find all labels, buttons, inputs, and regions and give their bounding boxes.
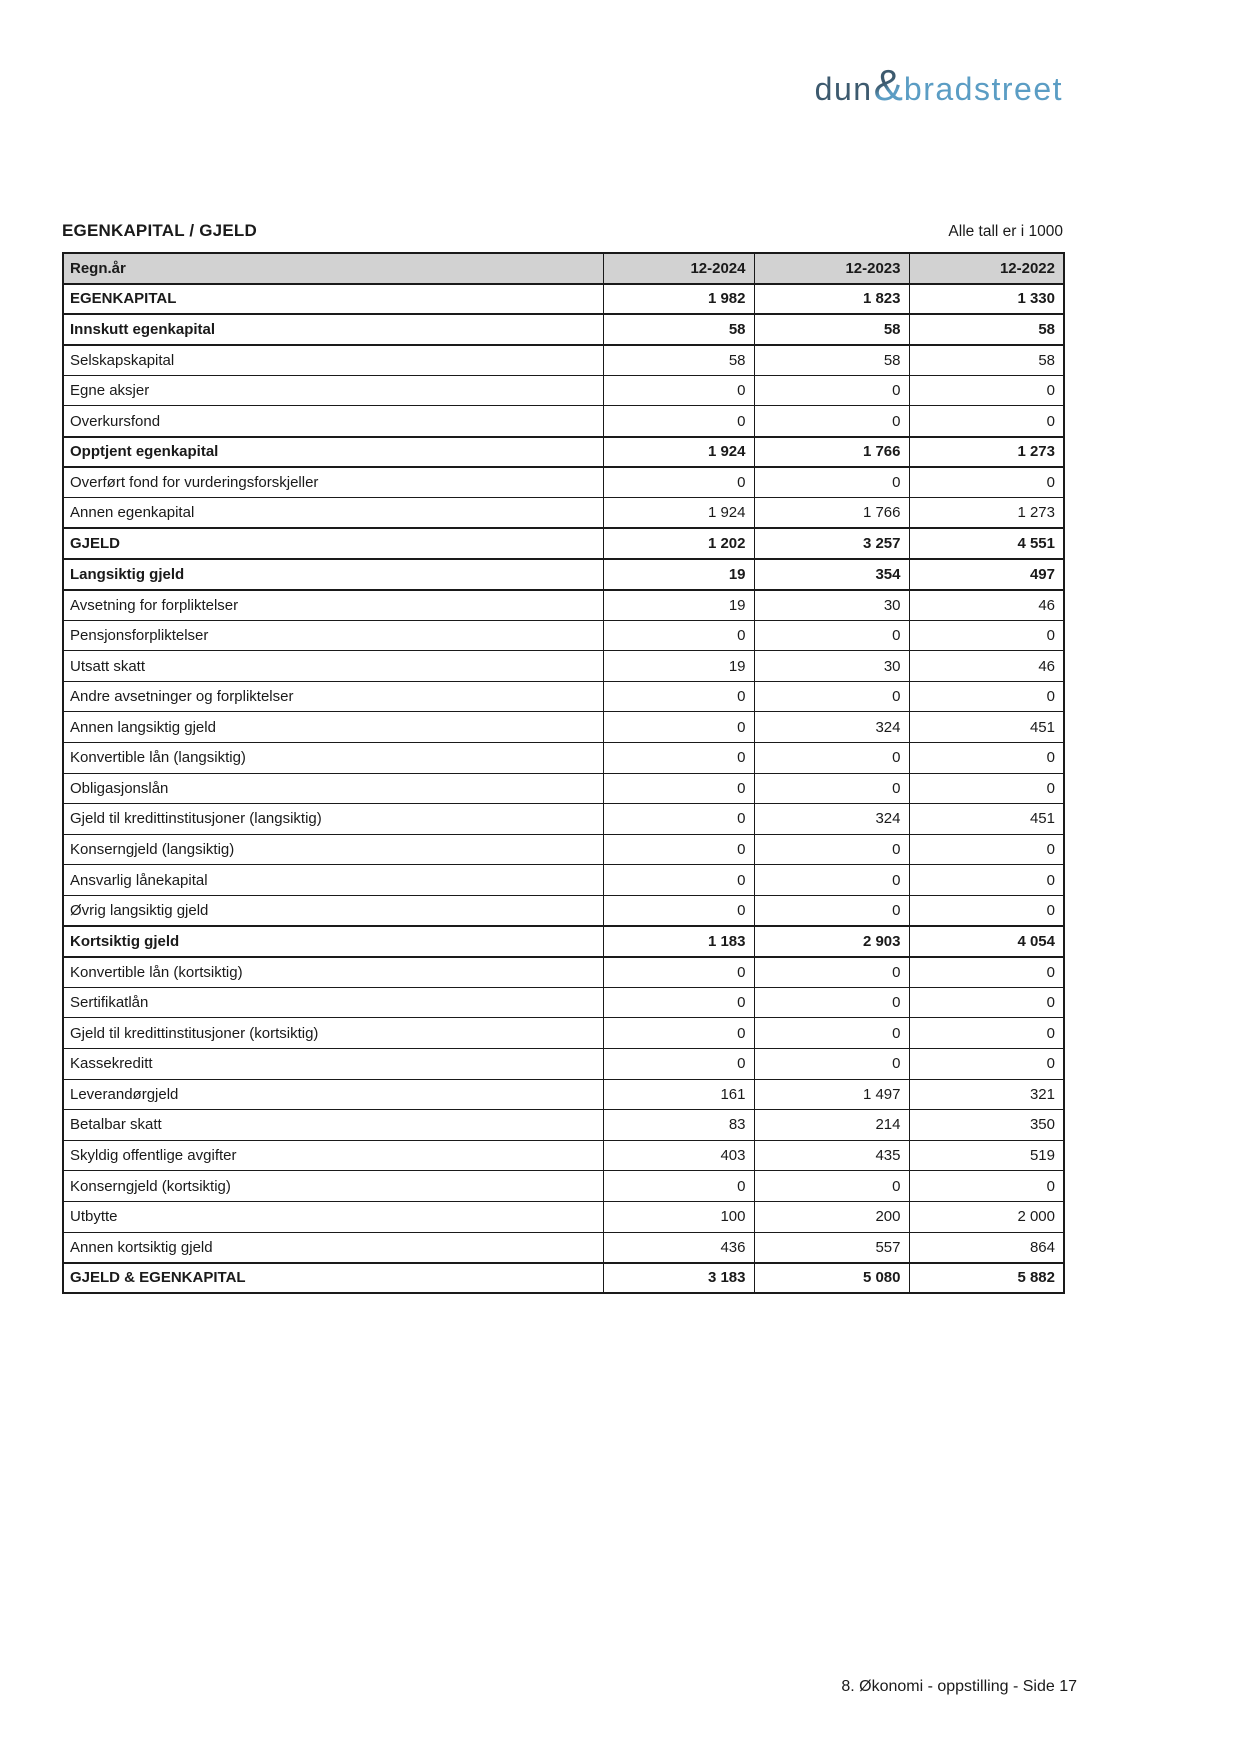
table-row xyxy=(63,834,1064,865)
row-value: 350 xyxy=(909,1110,1064,1141)
row-value: 58 xyxy=(603,345,754,376)
row-value: 0 xyxy=(909,957,1064,988)
row-value: 324 xyxy=(754,804,909,835)
row-value: 0 xyxy=(909,467,1064,498)
row-value: 30 xyxy=(754,651,909,682)
row-label: GJELD & EGENKAPITAL xyxy=(63,1263,603,1294)
row-value: 3 257 xyxy=(754,528,909,559)
row-value: 3 183 xyxy=(603,1263,754,1294)
row-value: 1 823 xyxy=(754,284,909,315)
row-value: 0 xyxy=(754,773,909,804)
row-value: 436 xyxy=(603,1232,754,1263)
row-value: 0 xyxy=(909,773,1064,804)
row-label: Pensjonsforpliktelser xyxy=(63,620,603,651)
column-header-year-2023: 12-2023 xyxy=(754,253,909,284)
row-value: 58 xyxy=(909,345,1064,376)
row-label: Leverandørgjeld xyxy=(63,1079,603,1110)
row-value: 0 xyxy=(754,681,909,712)
row-value: 2 000 xyxy=(909,1201,1064,1232)
row-value: 0 xyxy=(603,987,754,1018)
page-footer: 8. Økonomi - oppstilling - Side 17 xyxy=(841,1678,1077,1695)
table-row xyxy=(63,1018,1064,1049)
table-row xyxy=(63,987,1064,1018)
row-value: 0 xyxy=(603,834,754,865)
row-label: Betalbar skatt xyxy=(63,1110,603,1141)
row-value: 1 183 xyxy=(603,926,754,957)
row-label: Innskutt egenkapital xyxy=(63,314,603,345)
row-value: 58 xyxy=(603,314,754,345)
row-value: 0 xyxy=(909,1048,1064,1079)
row-value: 0 xyxy=(603,406,754,437)
table-row xyxy=(63,651,1064,682)
row-label: Egne aksjer xyxy=(63,375,603,406)
column-header-year-2022: 12-2022 xyxy=(909,253,1064,284)
table-body xyxy=(63,284,1064,1294)
row-value: 1 766 xyxy=(754,437,909,468)
row-value: 0 xyxy=(603,773,754,804)
row-value: 0 xyxy=(603,804,754,835)
row-value: 0 xyxy=(603,375,754,406)
row-value: 1 982 xyxy=(603,284,754,315)
logo-ampersand-icon: & xyxy=(873,61,903,110)
row-label: GJELD xyxy=(63,528,603,559)
table-row xyxy=(63,926,1064,957)
row-value: 19 xyxy=(603,651,754,682)
table-row xyxy=(63,895,1064,926)
row-label: Kortsiktig gjeld xyxy=(63,926,603,957)
row-value: 497 xyxy=(909,559,1064,590)
row-label: Opptjent egenkapital xyxy=(63,437,603,468)
row-label: Obligasjonslån xyxy=(63,773,603,804)
title-row xyxy=(62,221,1063,241)
table-row xyxy=(63,1110,1064,1141)
row-value: 519 xyxy=(909,1140,1064,1171)
row-value: 0 xyxy=(754,467,909,498)
row-value: 0 xyxy=(603,1171,754,1202)
units-note: Alle tall er i 1000 xyxy=(948,223,1063,240)
row-label: Utsatt skatt xyxy=(63,651,603,682)
row-label: Gjeld til kredittinstitusjoner (langsiktig) xyxy=(63,804,603,835)
column-header-year-2024: 12-2024 xyxy=(603,253,754,284)
row-value: 214 xyxy=(754,1110,909,1141)
row-value: 0 xyxy=(909,681,1064,712)
row-value: 557 xyxy=(754,1232,909,1263)
row-label: Konvertible lån (kortsiktig) xyxy=(63,957,603,988)
page-title: EGENKAPITAL / GJELD xyxy=(62,221,257,240)
row-value: 5 882 xyxy=(909,1263,1064,1294)
table-row xyxy=(63,314,1064,345)
table-row xyxy=(63,957,1064,988)
row-value: 0 xyxy=(909,375,1064,406)
row-value: 0 xyxy=(754,1048,909,1079)
row-value: 0 xyxy=(754,620,909,651)
table-row xyxy=(63,437,1064,468)
logo-text-bradstreet: bradstreet xyxy=(903,71,1063,107)
table-row xyxy=(63,467,1064,498)
row-value: 0 xyxy=(909,1018,1064,1049)
row-value: 2 903 xyxy=(754,926,909,957)
table-row xyxy=(63,1140,1064,1171)
dun-bradstreet-logo xyxy=(814,61,1063,110)
row-label: Langsiktig gjeld xyxy=(63,559,603,590)
row-value: 0 xyxy=(603,620,754,651)
row-label: Gjeld til kredittinstitusjoner (kortsiktig) xyxy=(63,1018,603,1049)
row-value: 0 xyxy=(909,987,1064,1018)
row-value: 403 xyxy=(603,1140,754,1171)
table-header-row xyxy=(63,253,1064,284)
column-header-regnar: Regn.år xyxy=(63,253,603,284)
row-label: Annen kortsiktig gjeld xyxy=(63,1232,603,1263)
row-label: Kassekreditt xyxy=(63,1048,603,1079)
table-row xyxy=(63,1171,1064,1202)
table-row xyxy=(63,345,1064,376)
row-value: 58 xyxy=(754,345,909,376)
row-value: 0 xyxy=(754,895,909,926)
row-value: 435 xyxy=(754,1140,909,1171)
row-value: 0 xyxy=(603,712,754,743)
row-value: 46 xyxy=(909,590,1064,621)
row-value: 83 xyxy=(603,1110,754,1141)
table-row xyxy=(63,375,1064,406)
row-value: 0 xyxy=(603,743,754,774)
row-value: 200 xyxy=(754,1201,909,1232)
row-value: 19 xyxy=(603,590,754,621)
table-row xyxy=(63,620,1064,651)
row-value: 58 xyxy=(754,314,909,345)
row-value: 0 xyxy=(909,865,1064,896)
row-value: 46 xyxy=(909,651,1064,682)
row-value: 0 xyxy=(603,1018,754,1049)
table-row xyxy=(63,1048,1064,1079)
row-label: Avsetning for forpliktelser xyxy=(63,590,603,621)
table-row xyxy=(63,528,1064,559)
table-row xyxy=(63,1201,1064,1232)
row-label: EGENKAPITAL xyxy=(63,284,603,315)
table-row xyxy=(63,1232,1064,1263)
row-value: 1 273 xyxy=(909,437,1064,468)
table-row xyxy=(63,865,1064,896)
row-label: Overkursfond xyxy=(63,406,603,437)
table-row xyxy=(63,773,1064,804)
table-row xyxy=(63,1263,1064,1294)
row-value: 161 xyxy=(603,1079,754,1110)
row-value: 0 xyxy=(909,834,1064,865)
row-value: 1 330 xyxy=(909,284,1064,315)
row-value: 0 xyxy=(754,1018,909,1049)
row-value: 100 xyxy=(603,1201,754,1232)
row-value: 0 xyxy=(603,957,754,988)
row-value: 0 xyxy=(754,957,909,988)
row-label: Konserngjeld (langsiktig) xyxy=(63,834,603,865)
row-value: 1 202 xyxy=(603,528,754,559)
row-label: Andre avsetninger og forpliktelser xyxy=(63,681,603,712)
row-value: 5 080 xyxy=(754,1263,909,1294)
row-label: Øvrig langsiktig gjeld xyxy=(63,895,603,926)
table-row xyxy=(63,284,1064,315)
row-value: 0 xyxy=(754,743,909,774)
row-value: 864 xyxy=(909,1232,1064,1263)
row-value: 324 xyxy=(754,712,909,743)
row-value: 19 xyxy=(603,559,754,590)
table-row xyxy=(63,406,1064,437)
row-value: 0 xyxy=(754,834,909,865)
table-row xyxy=(63,804,1064,835)
logo-text-dun: dun xyxy=(814,71,873,107)
row-value: 0 xyxy=(909,743,1064,774)
row-label: Skyldig offentlige avgifter xyxy=(63,1140,603,1171)
row-value: 0 xyxy=(754,1171,909,1202)
row-label: Annen langsiktig gjeld xyxy=(63,712,603,743)
row-value: 0 xyxy=(603,681,754,712)
table-row xyxy=(63,498,1064,529)
row-value: 0 xyxy=(603,895,754,926)
row-label: Konvertible lån (langsiktig) xyxy=(63,743,603,774)
row-value: 4 054 xyxy=(909,926,1064,957)
row-label: Ansvarlig lånekapital xyxy=(63,865,603,896)
row-value: 0 xyxy=(603,865,754,896)
row-value: 1 497 xyxy=(754,1079,909,1110)
table-row xyxy=(63,559,1064,590)
row-value: 451 xyxy=(909,804,1064,835)
row-label: Konserngjeld (kortsiktig) xyxy=(63,1171,603,1202)
row-value: 30 xyxy=(754,590,909,621)
row-value: 0 xyxy=(909,406,1064,437)
row-value: 58 xyxy=(909,314,1064,345)
row-value: 321 xyxy=(909,1079,1064,1110)
row-value: 0 xyxy=(754,865,909,896)
row-value: 0 xyxy=(754,375,909,406)
row-value: 1 766 xyxy=(754,498,909,529)
table-row xyxy=(63,743,1064,774)
row-label: Annen egenkapital xyxy=(63,498,603,529)
row-value: 0 xyxy=(754,987,909,1018)
row-value: 451 xyxy=(909,712,1064,743)
row-label: Selskapskapital xyxy=(63,345,603,376)
row-value: 4 551 xyxy=(909,528,1064,559)
row-value: 0 xyxy=(603,1048,754,1079)
row-value: 354 xyxy=(754,559,909,590)
row-label: Overført fond for vurderingsforskjeller xyxy=(63,467,603,498)
table-row xyxy=(63,712,1064,743)
balance-sheet-table xyxy=(62,252,1065,1294)
row-value: 1 273 xyxy=(909,498,1064,529)
table-row xyxy=(63,681,1064,712)
logo-row xyxy=(62,61,1063,110)
row-value: 0 xyxy=(909,895,1064,926)
table-row xyxy=(63,590,1064,621)
table-header xyxy=(63,253,1064,284)
row-value: 1 924 xyxy=(603,498,754,529)
table-row xyxy=(63,1079,1064,1110)
row-value: 0 xyxy=(909,620,1064,651)
row-label: Utbytte xyxy=(63,1201,603,1232)
row-value: 0 xyxy=(603,467,754,498)
row-value: 0 xyxy=(754,406,909,437)
row-value: 0 xyxy=(909,1171,1064,1202)
row-value: 1 924 xyxy=(603,437,754,468)
row-label: Sertifikatlån xyxy=(63,987,603,1018)
